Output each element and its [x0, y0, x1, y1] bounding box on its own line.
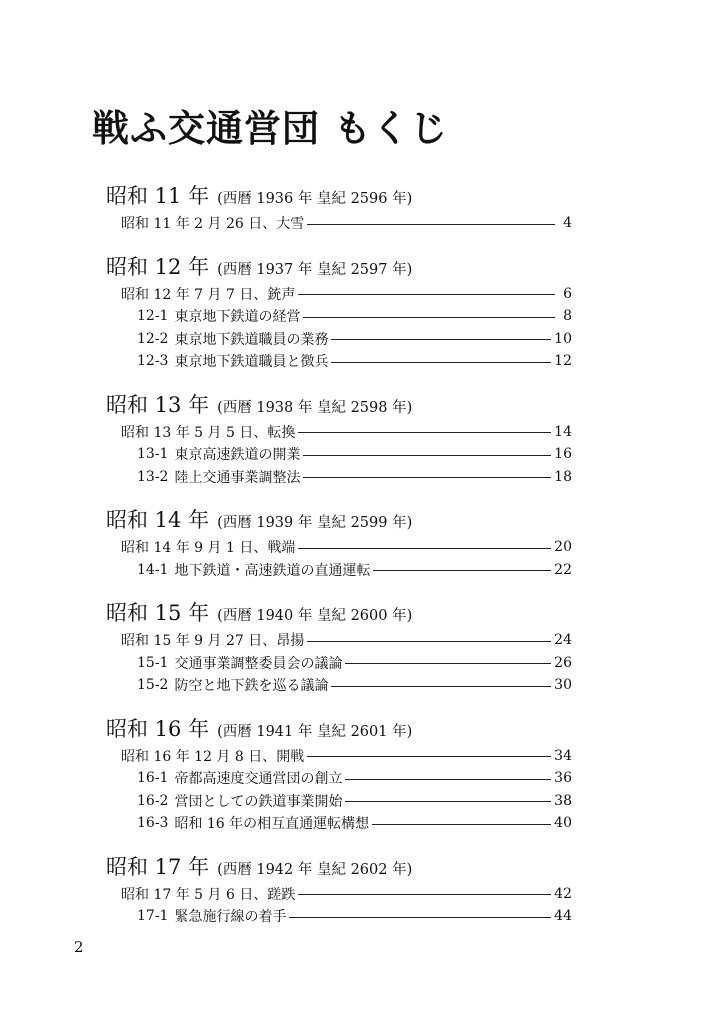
entry-title: 帝都高速度交通営団の創立 [174, 771, 343, 788]
entry-page-number: 20 [554, 539, 572, 556]
section-year: 昭和 17 年 [106, 854, 210, 879]
entry-page-number: 4 [563, 215, 572, 232]
leader-line [307, 641, 551, 642]
entry-title: 昭和 14 年 9 月 1 日、戦端 [121, 540, 296, 557]
entry-page-number: 6 [563, 285, 572, 302]
leader-line [345, 663, 551, 664]
entry-page-number: 42 [554, 885, 572, 902]
entry-page-number: 40 [554, 815, 572, 832]
entry-number: 17-1 [137, 908, 169, 925]
entry-title: 昭和 16 年 12 月 8 日、開戦 [121, 748, 305, 765]
leader-line [298, 894, 551, 895]
section-heading [106, 851, 572, 883]
page-title: 戦ふ交通営団 もくじ [92, 107, 448, 150]
section-year: 昭和 15 年 [106, 601, 210, 625]
toc-entry[interactable] [106, 767, 572, 790]
leader-line [303, 455, 551, 456]
section-era-dates: (西暦 1937 年 皇紀 2597 年) [217, 261, 413, 278]
toc-entry[interactable] [106, 559, 572, 582]
leader-line [372, 824, 551, 825]
section-year: 昭和 16 年 [106, 716, 210, 741]
entry-page-number: 14 [554, 423, 572, 440]
entry-number: 15-2 [137, 677, 169, 694]
entry-page-number: 24 [554, 632, 572, 649]
leader-line [331, 686, 551, 687]
entry-title: 昭和 15 年 9 月 27 日、昂揚 [121, 633, 305, 650]
section-era-dates: (西暦 1942 年 皇紀 2602 年) [217, 861, 413, 878]
entry-page-number: 18 [554, 468, 572, 485]
leader-line [345, 801, 551, 802]
entry-title: 東京地下鉄道職員と徴兵 [174, 354, 329, 371]
entry-number: 15-1 [137, 654, 169, 671]
entry-number: 12-2 [137, 330, 169, 347]
entry-title: 緊急施行線の着手 [174, 909, 287, 926]
toc-entry[interactable] [106, 674, 572, 697]
toc-section [106, 504, 572, 581]
entry-page-number: 36 [554, 770, 572, 787]
leader-line [373, 570, 551, 571]
leader-line [303, 477, 551, 478]
entry-number: 16-1 [137, 770, 169, 787]
entry-number: 13-2 [137, 468, 169, 485]
entry-title: 防空と地下鉄を巡る議論 [174, 678, 329, 695]
section-heading [106, 180, 572, 212]
leader-line [289, 917, 551, 918]
entry-page-number: 10 [554, 330, 572, 347]
page-number: 2 [74, 938, 84, 956]
toc-entry[interactable] [106, 443, 572, 466]
section-year: 昭和 14 年 [106, 508, 210, 532]
section-era-dates: (西暦 1939 年 皇紀 2599 年) [217, 515, 413, 531]
entry-title: 東京地下鉄道の経営 [174, 309, 301, 326]
entry-number: 13-1 [137, 446, 169, 463]
toc-entry[interactable] [106, 421, 572, 444]
toc-entry[interactable] [106, 212, 572, 235]
section-heading [106, 713, 572, 745]
toc-entry[interactable] [106, 812, 572, 835]
section-era-dates: (西暦 1941 年 皇紀 2601 年) [217, 723, 413, 740]
toc-entry[interactable] [106, 283, 572, 306]
entry-title: 陸上交通事業調整法 [174, 469, 301, 486]
leader-line [307, 224, 555, 225]
toc-section [106, 389, 572, 489]
entry-title: 地下鉄道・高速鉄道の直通運転 [174, 562, 371, 579]
leader-line [303, 317, 555, 318]
toc-section [106, 251, 572, 373]
section-era-dates: (西暦 1936 年 皇紀 2596 年) [217, 191, 413, 207]
toc-entry[interactable] [106, 350, 572, 373]
table-of-contents [106, 180, 572, 944]
entry-page-number: 8 [563, 308, 572, 325]
entry-title: 昭和 12 年 7 月 7 日、銃声 [121, 286, 296, 303]
leader-line [307, 756, 551, 757]
entry-title: 東京高速鉄道の開業 [174, 447, 301, 464]
section-heading [106, 504, 572, 536]
section-heading [106, 389, 572, 421]
entry-title: 昭和 11 年 2 月 26 日、大雪 [121, 216, 305, 233]
toc-section [106, 180, 572, 235]
toc-entry[interactable] [106, 328, 572, 351]
toc-entry[interactable] [106, 745, 572, 768]
leader-line [298, 432, 551, 433]
entry-number: 16-2 [137, 792, 169, 809]
section-year: 昭和 11 年 [106, 184, 210, 208]
toc-entry[interactable] [106, 652, 572, 675]
section-heading [106, 597, 572, 629]
entry-page-number: 12 [554, 353, 572, 370]
entry-number: 16-3 [137, 815, 169, 832]
leader-line [298, 294, 555, 295]
leader-line [331, 339, 551, 340]
entry-title: 昭和 16 年の相互直通運転構想 [174, 816, 370, 833]
entry-title: 営団としての鉄道事業開始 [174, 793, 343, 810]
section-year: 昭和 13 年 [106, 392, 210, 417]
section-era-dates: (西暦 1938 年 皇紀 2598 年) [217, 399, 413, 416]
section-year: 昭和 12 年 [106, 254, 210, 279]
entry-title: 昭和 13 年 5 月 5 日、転換 [121, 424, 296, 441]
toc-entry[interactable] [106, 305, 572, 328]
toc-section [106, 713, 572, 835]
toc-entry[interactable] [106, 536, 572, 559]
entry-page-number: 34 [554, 747, 572, 764]
toc-entry[interactable] [106, 629, 572, 652]
toc-section [106, 851, 572, 928]
toc-entry[interactable] [106, 905, 572, 928]
entry-title: 昭和 17 年 5 月 6 日、蹉跌 [121, 886, 296, 903]
entry-page-number: 30 [554, 677, 572, 694]
entry-page-number: 16 [554, 446, 572, 463]
entry-title: 東京地下鉄道職員の業務 [174, 331, 329, 348]
leader-line [345, 779, 551, 780]
entry-page-number: 22 [554, 561, 572, 578]
entry-title: 交通事業調整委員会の議論 [174, 655, 343, 672]
entry-number: 12-3 [137, 353, 169, 370]
section-heading [106, 251, 572, 283]
leader-line [298, 548, 551, 549]
section-era-dates: (西暦 1940 年 皇紀 2600 年) [217, 608, 413, 624]
leader-line [331, 362, 551, 363]
entry-page-number: 44 [554, 908, 572, 925]
entry-page-number: 38 [554, 792, 572, 809]
entry-number: 14-1 [137, 561, 169, 578]
toc-entry[interactable] [106, 790, 572, 813]
entry-number: 12-1 [137, 308, 169, 325]
toc-entry[interactable] [106, 466, 572, 489]
toc-section [106, 597, 572, 697]
entry-page-number: 26 [554, 654, 572, 671]
toc-entry[interactable] [106, 883, 572, 906]
